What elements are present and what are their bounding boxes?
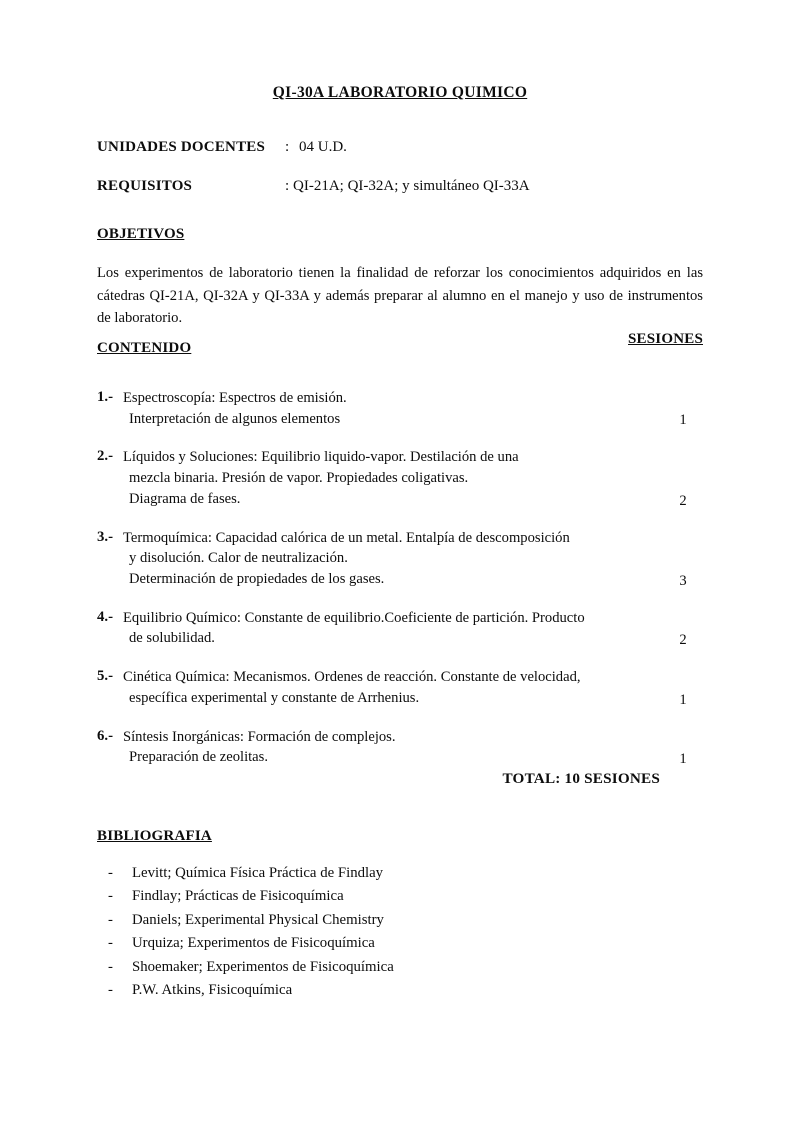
list-item (97, 667, 703, 708)
bullet-dash: - (108, 888, 113, 905)
bibliografia-entry: Daniels; Experimental Physical Chemistry (132, 911, 384, 928)
item-line: Síntesis Inorgánicas: Formación de complejos. (123, 728, 396, 745)
item-line: Diagrama de fases. (129, 490, 241, 507)
bibliografia-entry: Levitt; Química Física Práctica de Findlay (132, 865, 384, 881)
item-line: de solubilidad. (129, 630, 215, 647)
list-item (108, 979, 668, 1002)
item-text (123, 388, 703, 429)
item-line: Cinética Química: Mecanismos. Ordenes de reacción. Constante de velocidad, (123, 669, 581, 686)
item-line: Termoquímica: Capacidad calórica de un metal. Entalpía de descomposición (123, 529, 570, 546)
item-line: Equilibrio Químico: Constante de equilibrio.Coeficiente de partición. Producto (123, 609, 585, 626)
bullet-dash: - (108, 911, 113, 928)
item-sessions: 1 (679, 412, 687, 429)
item-number: 2.- (97, 448, 114, 465)
field-label: UNIDADES DOCENTES (97, 139, 266, 155)
list-item (108, 932, 668, 955)
bibliografia-entry: Urquiza; Experimentos de Fisicoquímica (132, 935, 375, 952)
item-number: 6.- (97, 727, 114, 744)
objetivos-paragraph: Los experimentos de laboratorio tienen la finalidad de reforzar los conocimientos adquiridos en las cátedras QI-21A, QI-32A y QI-33A y además preparar al alumno en el manejo y uso de instrumentos de laboratorio. (97, 265, 703, 327)
list-item (108, 885, 668, 908)
list-item (97, 388, 703, 429)
field-label: REQUISITOS (97, 178, 193, 194)
item-line: Interpretación de algunos elementos (129, 410, 341, 427)
list-item (97, 608, 703, 649)
item-sessions: 3 (679, 572, 687, 589)
item-line: Determinación de propiedades de los gases. (129, 571, 385, 588)
field-value: QI-21A; QI-32A; y simultáneo QI-33A (293, 178, 530, 194)
section-heading-objetivos: OBJETIVOS (97, 226, 185, 242)
item-line: Preparación de zeolitas. (129, 749, 268, 766)
field-requisitos (97, 178, 530, 195)
item-sessions: 1 (679, 751, 687, 768)
item-sessions: 2 (679, 492, 687, 509)
item-number: 1.- (97, 389, 114, 405)
item-text (123, 528, 703, 590)
column-heading-sesiones: SESIONES (628, 331, 703, 347)
total-sessions: TOTAL: 10 SESIONES (502, 770, 660, 787)
list-item (97, 727, 703, 768)
item-number: 4.- (97, 608, 114, 625)
bullet-dash: - (108, 981, 113, 998)
item-text (123, 447, 703, 509)
item-line: mezcla binaria. Presión de vapor. Propiedades coligativas. (129, 470, 469, 487)
page-title: QI-30A LABORATORIO QUIMICO (272, 84, 528, 101)
field-unidades-docentes (97, 139, 347, 156)
field-separator: : (285, 139, 290, 155)
item-number: 3.- (97, 528, 114, 545)
field-value: 04 U.D. (299, 139, 347, 155)
item-line: Espectroscopía: Espectros de emisión. (123, 390, 347, 406)
item-number: 5.- (97, 668, 114, 685)
item-line: y disolución. Calor de neutralización. (129, 550, 348, 567)
bullet-dash: - (108, 958, 113, 975)
item-line: específica experimental y constante de Arrhenius. (129, 689, 420, 706)
section-heading-contenido: CONTENIDO (97, 340, 192, 356)
item-text (123, 667, 703, 708)
bibliografia-entry: Shoemaker; Experimentos de Fisicoquímica (132, 958, 394, 975)
field-separator: : (285, 178, 290, 194)
list-item (108, 862, 668, 885)
item-text (123, 608, 703, 649)
bullet-dash: - (108, 935, 113, 952)
item-line: Líquidos y Soluciones: Equilibrio liquido-vapor. Destilación de una (123, 449, 519, 466)
item-sessions: 2 (679, 632, 687, 649)
list-item (108, 909, 668, 932)
list-item (97, 447, 703, 509)
item-text (123, 727, 703, 768)
list-item (97, 528, 703, 590)
bullet-dash: - (108, 865, 113, 881)
contenido-list (97, 388, 703, 784)
bibliografia-list (108, 862, 668, 1002)
list-item (108, 956, 668, 979)
section-heading-bibliografia: BIBLIOGRAFIA (97, 828, 212, 844)
bibliografia-entry: P.W. Atkins, Fisicoquímica (132, 981, 293, 998)
bibliografia-entry: Findlay; Prácticas de Fisicoquímica (132, 888, 344, 905)
item-sessions: 1 (679, 691, 687, 708)
